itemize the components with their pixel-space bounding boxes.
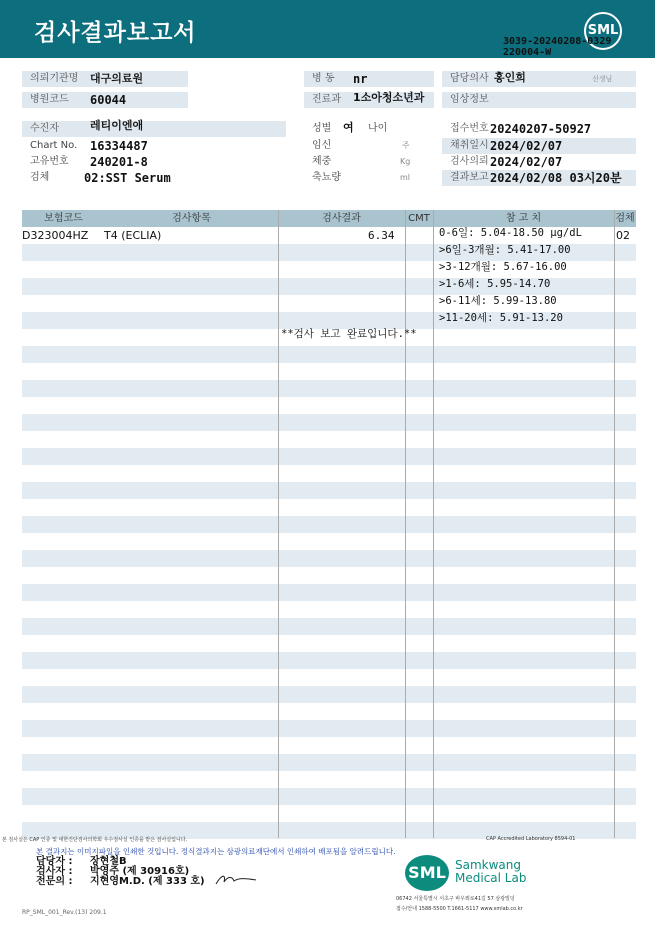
sex-label: 성별 — [312, 123, 332, 134]
report-complete-message: **검사 보고 완료입니다.** — [281, 328, 417, 340]
sex-value: 여 — [343, 121, 354, 134]
result-test-item: T4 (ECLIA) — [104, 229, 162, 242]
hospital-code-value: 60044 — [90, 93, 127, 107]
table-stripe — [22, 788, 636, 805]
table-stripe — [22, 686, 636, 703]
col-result: 검사결과 — [322, 213, 361, 224]
urine-label: 축뇨량 — [312, 172, 341, 183]
collect-value: 2024/02/07 — [490, 139, 563, 153]
unique-no-label: 고유번호 — [30, 156, 69, 167]
samkwang-brand: Samkwang Medical Lab — [455, 858, 527, 885]
ward-label: 병 동 — [304, 71, 434, 87]
receipt-label: 접수번호 — [450, 123, 489, 134]
table-stripe — [22, 516, 636, 533]
age-label: 나이 — [368, 123, 388, 134]
reference-range: >3-12개월: 5.67-16.00 — [439, 261, 567, 273]
pregnancy-unit: 주 — [402, 141, 410, 150]
doctor-suffix: 선생님 — [592, 75, 613, 83]
ward-value: nr — [353, 72, 368, 86]
chart-no-label: Chart No. — [30, 140, 78, 151]
tester-name: 박영주 (제 30916호) — [90, 866, 190, 877]
receipt-value: 20240207-50927 — [490, 122, 592, 136]
image-print-notice: 본 결과지는 이미지파일을 인쇄한 것입니다. 정식결과지는 삼광의료재단에서 인쇄하여 배포됨을 알려드립니다. — [36, 847, 396, 856]
result-insurance-code: D323004HZ — [22, 229, 89, 242]
request-label: 검사의뢰 — [450, 156, 489, 167]
col-cmt: CMT — [408, 213, 430, 224]
report-date-value: 2024/02/08 03시20분 — [490, 171, 622, 185]
pregnancy-label: 임신 — [312, 140, 332, 151]
table-stripe — [22, 380, 636, 397]
table-stripe — [22, 550, 636, 567]
patient-label: 수진자 — [22, 121, 286, 137]
column-divider — [278, 210, 279, 838]
dept-value: 1소아청소년과 — [353, 91, 425, 104]
lab-phone: 접수/안내 1588-5500 T.1661-5117 www.smlab.co.kr — [396, 906, 523, 912]
result-value: 6.34 — [368, 229, 395, 242]
table-stripe — [22, 346, 636, 363]
requester-label: 의뢰기관명 — [22, 71, 188, 87]
report-title: 검사결과보고서 — [34, 20, 197, 46]
reference-range: >6-11세: 5.99-13.80 — [439, 295, 557, 307]
specimen-label: 검체 — [30, 172, 50, 183]
table-stripe — [22, 414, 636, 431]
urine-unit: ml — [400, 173, 411, 182]
reference-range: 0-6일: 5.04-18.50 μg/dL — [439, 227, 582, 239]
patient-value: 레티이엔애 — [90, 119, 144, 132]
signature-icon — [214, 872, 258, 886]
hospital-code-label: 병원코드 — [22, 92, 188, 108]
col-specimen: 검체 — [615, 213, 635, 224]
specialist-name: 지현영M.D. (제 333 호) — [90, 876, 205, 887]
unique-no-value: 240201-8 — [90, 155, 148, 169]
table-stripe — [22, 618, 636, 635]
doctor-value: 홍인희 — [494, 71, 526, 84]
table-stripe — [22, 482, 636, 499]
lab-address: 06742 서울특별시 서초구 바우뫼로41길 57 삼광빌딩 — [396, 896, 515, 902]
table-stripe — [22, 448, 636, 465]
table-stripe — [22, 652, 636, 669]
certification-note: 본 검사실은 CAP 인증 및 대한진단검사의학회 우수검사실 인증을 받은 검사실입니다. — [2, 837, 188, 843]
dept-label: 진료과 — [304, 92, 434, 108]
col-test-item: 검사항목 — [172, 213, 211, 224]
report-date-label: 결과보고 — [442, 170, 636, 186]
table-stripe — [22, 720, 636, 737]
specialist-label: 전문의 : — [36, 876, 73, 887]
column-divider — [433, 210, 434, 838]
clinical-info-label: 임상정보 — [442, 92, 636, 108]
result-specimen: 02 — [616, 229, 630, 242]
form-revision: RP_SML_001_Rev.(13) 209.1 — [22, 909, 107, 916]
reference-range: >11-20세: 5.91-13.20 — [439, 312, 563, 324]
reference-range: >1-6세: 5.95-14.70 — [439, 278, 551, 290]
collect-label: 채취일시 — [442, 138, 636, 154]
table-stripe — [22, 584, 636, 601]
requester-value: 대구의료원 — [90, 72, 144, 85]
tester-label: 검사자 : — [36, 866, 73, 877]
samkwang-logo: SML — [405, 855, 449, 891]
col-insurance-code: 보험코드 — [44, 213, 83, 224]
weight-unit: Kg — [400, 157, 411, 166]
column-divider — [614, 210, 615, 838]
sml-logo: SML — [584, 12, 622, 50]
doctor-label: 담당의사 — [442, 71, 636, 87]
table-stripe — [22, 754, 636, 771]
weight-label: 체중 — [312, 156, 332, 167]
specimen-value: 02:SST Serum — [84, 171, 171, 185]
column-divider — [405, 210, 406, 838]
reporter-name: 장현철B — [90, 856, 127, 867]
request-value: 2024/02/07 — [490, 155, 563, 169]
reference-range: >6일-3개월: 5.41-17.00 — [439, 244, 571, 256]
chart-no-value: 16334487 — [90, 139, 148, 153]
document-number: 3039-20240208-0329 220004-W — [503, 36, 612, 58]
col-reference: 참 고 치 — [505, 213, 542, 224]
cap-note: CAP Accredited Laboratory 8594-01 — [486, 836, 576, 842]
reporter-label: 담당자 : — [36, 856, 73, 867]
